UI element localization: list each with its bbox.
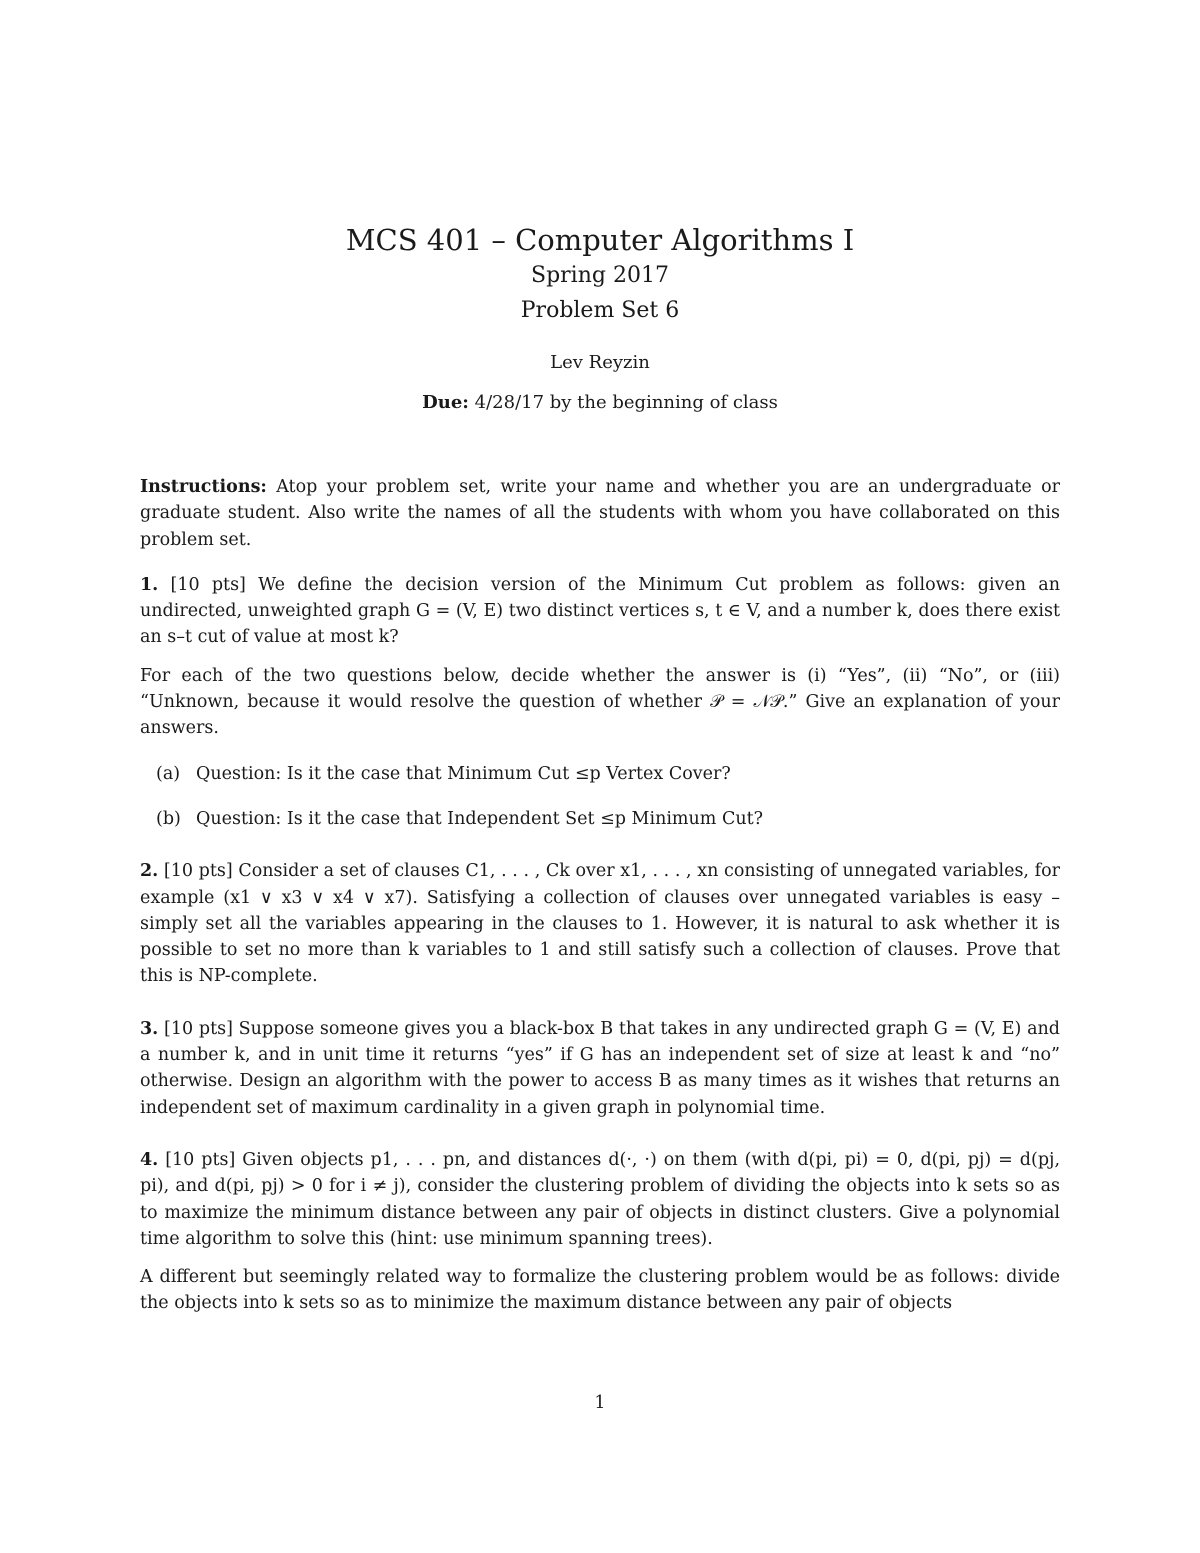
problem-1 xyxy=(140,572,1060,832)
problem-points: [10 pts] xyxy=(158,574,246,595)
page-number: 1 xyxy=(594,1393,606,1413)
instructions-label: Instructions: xyxy=(140,477,267,497)
item-text: Question: Is it the case that Minimum Cut ≤p Vertex Cover? xyxy=(196,763,731,784)
item-label: (a) xyxy=(156,763,181,784)
instructions xyxy=(140,474,1060,553)
problem-4 xyxy=(140,1147,1060,1317)
due-date xyxy=(140,390,1060,416)
problem-text: Suppose someone gives you a black-box B that takes in any undirected graph G = (V, E) and a number k, and in unit time it returns “yes” if G has an independent set of size at least k and “no” otherwise. Design an algorithm with the power to access B as many times as it wishes that returns an independent set of maximum cardinality in a given graph in polynomial time. xyxy=(140,1018,1060,1118)
problem-number: 2. xyxy=(140,861,159,882)
problem-number: 4. xyxy=(140,1149,159,1170)
problem-number: 3. xyxy=(140,1018,159,1039)
due-text: 4/28/17 by the beginning of class xyxy=(468,392,778,413)
semester: Spring 2017 xyxy=(531,263,669,288)
problem-points: [10 pts] xyxy=(158,1018,233,1039)
problem-1-item-b xyxy=(156,806,1060,832)
document-header xyxy=(140,222,1060,416)
course-title: MCS 401 – Computer Algorithms I xyxy=(345,223,855,257)
problem-points: [10 pts] xyxy=(158,1149,236,1170)
document-body xyxy=(140,474,1060,1317)
problem-text: We define the decision version of the Minimum Cut problem as follows: given an undirected, unweighted graph G = (V, E) two distinct vertices s, t ∈ V, and a number k, does there exist an s–t cut of value at most k? xyxy=(140,574,1060,648)
problem-4-followup: A different but seemingly related way to formalize the clustering problem would be as follows: divide the objects into k sets so as to minimize the maximum distance between any pair of objects xyxy=(140,1267,1060,1314)
problem-text: Given objects p1, . . . pn, and distances d(·, ·) on them (with d(pi, pi) = 0, d(pi, pj) = d(pj, pi), and d(pi, pj) > 0 for i ≠ j), consider the clustering problem of dividing the objects into k sets so as to maximize the minimum distance between any pair of objects in distinct clusters. Give a polynomial time algorithm to solve this (hint: use minimum spanning trees). xyxy=(140,1149,1061,1249)
author: Lev Reyzin xyxy=(550,352,650,373)
problem-2-statement xyxy=(140,858,1060,989)
problem-1-followup: For each of the two questions below, decide whether the answer is (i) “Yes”, (ii) “No”, or (iii) “Unknown, because it would resolve the question of whether 𝒫 = 𝒩𝒫.” Give an explanation of your answers. xyxy=(140,665,1060,739)
problem-3 xyxy=(140,1016,1060,1121)
problem-1-item-a xyxy=(156,761,1060,787)
instructions-text: Atop your problem set, write your name and whether you are an undergraduate or graduate student. Also write the names of all the students with whom you have collaborated on this problem set. xyxy=(140,477,1060,550)
problem-2 xyxy=(140,858,1060,989)
document-page xyxy=(140,222,1060,1343)
problem-1-statement xyxy=(140,572,1060,651)
problem-number: 1. xyxy=(140,574,159,595)
due-label: Due: xyxy=(422,392,469,413)
problem-3-statement xyxy=(140,1016,1060,1121)
item-label: (b) xyxy=(156,808,181,829)
problem-set-title: Problem Set 6 xyxy=(520,298,680,323)
problem-text: Consider a set of clauses C1, . . . , Ck over x1, . . . , xn consisting of unnegated variables, for example (x1 ∨ x3 ∨ x4 ∨ x7). Satisfying a collection of clauses over unnegated variables is easy – simply set all the variables appearing in the clauses to 1. However, it is natural to ask whether it is possible to set no more than k variables to 1 and still satisfy such a collection of clauses. Prove that this is NP-complete. xyxy=(140,861,1061,987)
item-text: Question: Is it the case that Independent Set ≤p Minimum Cut? xyxy=(196,808,764,829)
problem-4-statement xyxy=(140,1147,1060,1252)
problem-points: [10 pts] xyxy=(158,861,233,882)
